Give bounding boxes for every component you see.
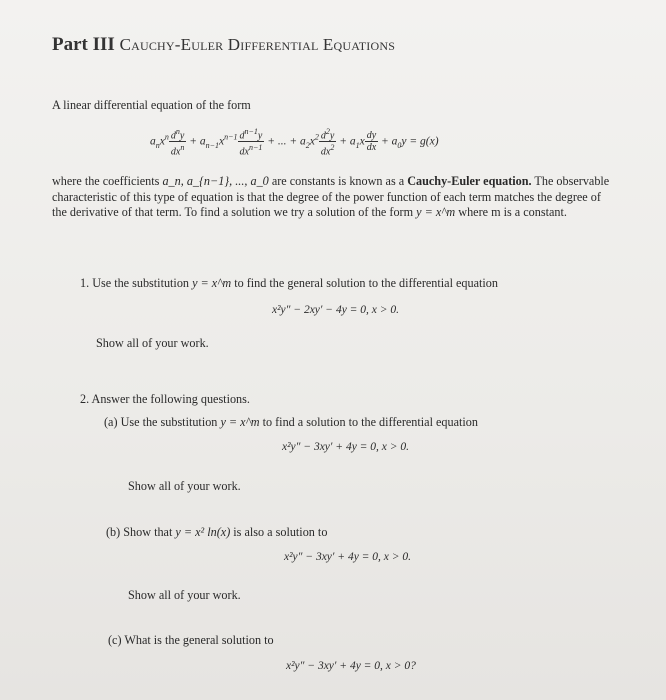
q2b-equation: x²y″ − 3xy′ + 4y = 0, x > 0. <box>284 551 412 563</box>
general-equation: $a_nx^n$ $\frac{d^ny}{dx^n}$ + $a_{n-1}x^{n-1}$ $\frac{d^{n-1}y}{dx^{n-1}}$ + ... + $a_2x^2$ $\frac{d^2y}{dx^2}$ + $a_1x$ $\frac{dy}{dx}$ + $a_0y = g(x)$ <box>150 127 439 158</box>
q2b-prompt <box>106 524 327 540</box>
desc-rest: The observable characteristic of this type of equation is that the degree of the power function of each term matches the degree of the derivative of that term. To find a solution we try a solution of the form <box>52 174 610 219</box>
q2b-label: (b) Show that <box>106 525 173 539</box>
desc-coeffs: a_n, a_{n−1}, ..., a_0 <box>162 174 269 188</box>
q2b-show-work: Show all of your work. <box>128 588 241 602</box>
q1-equation: x²y″ − 2xy′ − 4y = 0, x > 0. <box>272 304 400 316</box>
title-part: Part III <box>52 34 115 55</box>
q1-sub: y = x^m <box>192 276 232 290</box>
intro-text: A linear differential equation of the form <box>52 98 251 112</box>
q1-label: 1. Use the substitution <box>80 276 190 290</box>
q1-show-work: Show all of your work. <box>96 336 209 350</box>
q2b-tail: is also a solution to <box>233 525 328 539</box>
desc-lead: where the coefficients <box>52 174 160 188</box>
q2a-show-work: Show all of your work. <box>128 479 241 493</box>
q2a-sub: y = x^m <box>220 415 260 429</box>
desc-mid: are constants is known as a <box>271 174 405 188</box>
q2a-prompt <box>104 414 478 430</box>
description-paragraph <box>52 174 618 221</box>
desc-end: where m is a constant. <box>458 205 567 219</box>
q1-prompt <box>80 275 498 291</box>
desc-try-form: y = x^m <box>416 205 456 219</box>
q2c-prompt: (c) What is the general solution to <box>108 633 274 647</box>
q2c-equation: x²y″ − 3xy′ + 4y = 0, x > 0? <box>286 660 416 672</box>
q2a-equation: x²y″ − 3xy′ + 4y = 0, x > 0. <box>282 441 410 453</box>
desc-term: Cauchy-Euler equation. <box>407 174 532 188</box>
q2a-label: (a) Use the substitution <box>104 415 218 429</box>
page-title <box>52 34 395 56</box>
q2b-expr: y = x² ln(x) <box>175 525 231 539</box>
q2a-tail: to find a solution to the differential equation <box>262 415 478 429</box>
title-subtitle: Cauchy-Euler Differential Equations <box>119 35 396 54</box>
q1-tail: to find the general solution to the differential equation <box>234 276 498 290</box>
q2-prompt: 2. Answer the following questions. <box>80 392 250 406</box>
